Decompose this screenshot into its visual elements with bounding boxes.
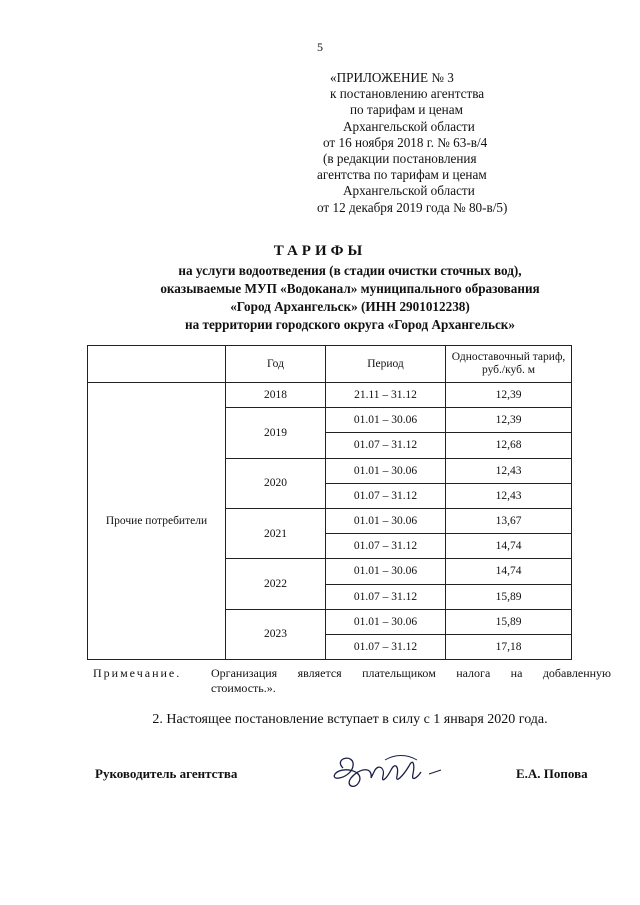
document-title: ТАРИФЫ [273,243,367,259]
tariff-cell: 14,74 [446,559,572,584]
effective-date-clause: 2. Настоящее постановление вступает в силу с 1 января 2020 года. [152,712,548,727]
tariff-cell: 12,68 [446,433,572,458]
period-cell: 01.01 – 30.06 [326,559,446,584]
header-consumer [88,346,226,383]
note-text: Организация является плательщиком налога на добавленную [211,666,611,680]
header-tariff: Одноставочный тариф, руб./куб. м [446,346,572,383]
appendix-line: к постановлению агентства [330,86,485,102]
tariff-cell: 17,18 [446,634,572,659]
period-cell: 01.01 – 30.06 [326,609,446,634]
year-cell: 2023 [226,609,326,659]
year-cell: 2018 [226,383,326,408]
tariff-cell: 14,74 [446,534,572,559]
appendix-line: Архангельской области [343,118,475,134]
appendix-line: по тарифам и ценам [350,102,463,118]
table-row [88,383,572,408]
appendix-line: от 12 декабря 2019 года № 80-в/5) [317,199,508,215]
consumer-cell: Прочие потребители [88,383,226,660]
subtitle-line: «Город Архангельск» (ИНН 2901012238) [230,299,470,314]
period-cell: 01.07 – 31.12 [326,483,446,508]
period-cell: 21.11 – 31.12 [326,383,446,408]
subtitle-line: оказываемые МУП «Водоканал» муниципального образования [160,281,540,296]
period-cell: 01.01 – 30.06 [326,458,446,483]
document-subtitle [0,262,640,334]
appendix-line: Архангельской области [343,183,475,199]
year-cell: 2021 [226,508,326,558]
period-cell: 01.01 – 30.06 [326,408,446,433]
tariff-cell: 12,39 [446,383,572,408]
table-header-row [88,346,572,383]
period-cell: 01.07 – 31.12 [326,433,446,458]
page-number: 5 [317,40,323,54]
period-cell: 01.01 – 30.06 [326,508,446,533]
tariff-cell: 15,89 [446,584,572,609]
tariff-table [87,345,572,660]
appendix-line: (в редакции постановления [323,151,477,167]
signatory-name: Е.А. Попова [516,766,588,781]
period-cell: 01.07 – 31.12 [326,534,446,559]
appendix-line: агентства по тарифам и ценам [317,167,487,183]
tariff-cell: 12,43 [446,458,572,483]
note-text-continued: стоимость.». [211,681,276,695]
header-year: Год [226,346,326,383]
tariff-cell: 13,67 [446,508,572,533]
signatory-role: Руководитель агентства [95,766,238,781]
period-cell: 01.07 – 31.12 [326,584,446,609]
note-label: Примечание. [93,666,182,680]
appendix-header [317,70,630,216]
period-cell: 01.07 – 31.12 [326,634,446,659]
year-cell: 2019 [226,408,326,458]
subtitle-line: на услуги водоотведения (в стадии очистки сточных вод), [178,263,522,278]
year-cell: 2020 [226,458,326,508]
subtitle-line: на территории городского округа «Город Архангельск» [184,317,516,332]
tariff-cell: 12,43 [446,483,572,508]
handwritten-signature [325,748,455,793]
year-cell: 2022 [226,559,326,609]
tariff-cell: 15,89 [446,609,572,634]
header-period: Период [326,346,446,383]
tariff-cell: 12,39 [446,408,572,433]
appendix-line: «ПРИЛОЖЕНИЕ № 3 [330,70,454,85]
appendix-line: от 16 ноября 2018 г. № 63-в/4 [323,134,488,150]
